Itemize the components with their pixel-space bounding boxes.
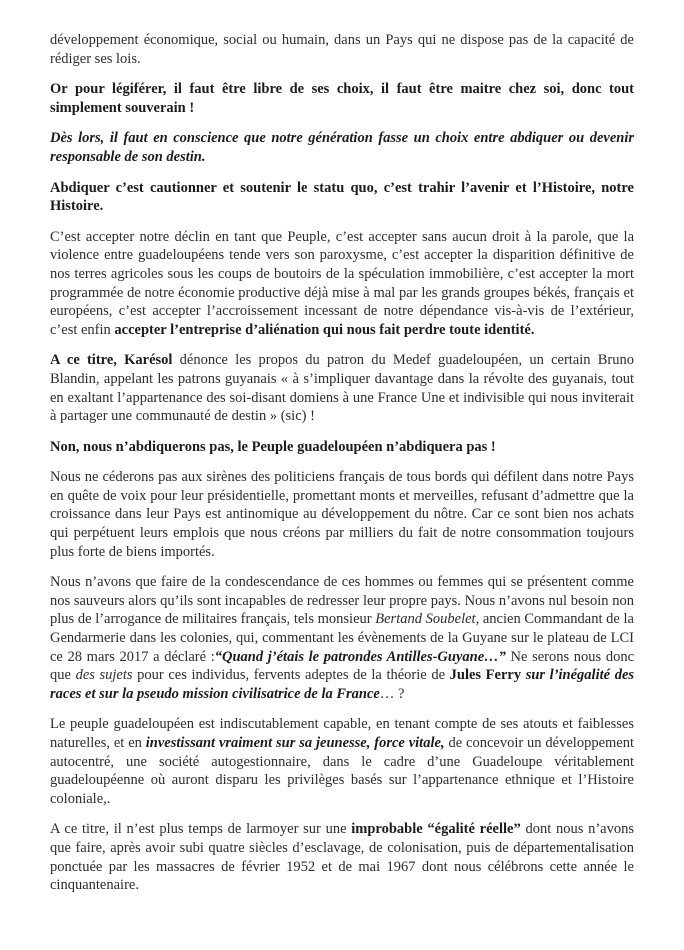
paragraph-2	[50, 80, 634, 117]
text-run: … ?	[379, 685, 405, 702]
paragraph-5	[50, 228, 634, 340]
text-run: A ce titre, il n’est plus temps de larmoyer sur une	[50, 821, 352, 838]
text-run: “Quand j’étais le patrondes Antilles-Guyane…”	[214, 648, 506, 665]
paragraph-6	[50, 351, 634, 425]
text-run: improbable “égalité réelle”	[351, 821, 521, 838]
text-run: dont nous n’avons que faire, après avoir subi quatre siècles d’esclavage, de colonisation, puis de départementalisation ponctuée par les massacres de février 1952 et de mai 1967 dont nous célébrons cette année le cinquantenaire.	[50, 821, 634, 894]
text-run: accepter l’entreprise d’aliénation qui nous fait perdre toute identité.	[114, 321, 535, 338]
text-run: , ancien Commandant de la Gendarmerie dans les colonies, qui, commentant les évènements de la Guyane sur le plateau de LCI ce 28 mars 2017 a déclaré :	[50, 611, 634, 665]
text-run: A ce titre, Karésol	[50, 352, 173, 369]
text-run: pour ces individus, fervents adeptes de la théorie de	[132, 667, 450, 684]
article-body	[50, 31, 634, 895]
text-run: C’est accepter notre déclin en tant que Peuple, c’est accepter sans aucun droit à la parole, que la violence entre guadeloupéens tende vers son paroxysme, c’est accepter la disparition définitive de nos terres agricoles sous les coups de boutoirs de la spéculation immobilière, c’est accepter la mort programmée de notre économie productive déjà mise à mal par les grands groupes békés, français et européens, c’est accepter l’accroissement incessant de notre dépendance vis-à-vis de l’extérieur, c’est enfin	[50, 228, 634, 338]
paragraph-9	[50, 573, 634, 703]
text-run: Nous n’avons que faire de la condescendance de ces hommes ou femmes qui se présentent comme nos sauveurs alors qu’ils sont incapables de redresser leur propre pays. Nous n’avons nul besoin non plus de l’arrogance de militaires français, tels monsieur	[50, 574, 634, 628]
paragraph-4	[50, 179, 634, 216]
text-run: Non, nous n’abdiquerons pas, le Peuple guadeloupéen n’abdiquera pas !	[50, 438, 496, 455]
text-run: développement économique, social ou humain, dans un Pays qui ne dispose pas de la capacité de rédiger ses lois.	[50, 32, 634, 67]
paragraph-3	[50, 129, 634, 166]
text-run: Abdiquer c’est cautionner et soutenir le statu quo, c’est trahir l’avenir et l’Histoire, notre Histoire.	[50, 179, 634, 215]
text-run: de concevoir un développement autocentré, une société autogestionnaire, dans le cadre d’une Guadeloupe véritablement guadeloupéenne où auront disparu les privilèges basés sur l’appartenance ethnique et l’Histoire coloniale,.	[50, 735, 635, 807]
text-run: Nous ne céderons pas aux sirènes des politiciens français de tous bords qui défilent dans notre Pays en quête de voix pour leur présidentielle, promettant monts et merveilles, refusant d’admettre que la croissance dans leur Pays est antinomique au développement du nôtre. Car ce sont bien nos achats qui perpétuent leurs emplois que nous créons par milliers du fait de notre consommation toujours plus forte de biens importés.	[50, 469, 634, 560]
text-run: Jules Ferry	[449, 667, 522, 684]
paragraph-7	[50, 438, 634, 457]
paragraph-1	[50, 31, 634, 68]
text-run: Or pour légiférer, il faut être libre de ses choix, il faut être maitre chez soi, donc tout simplement souverain !	[50, 81, 634, 116]
text-run: Bertand Soubelet	[375, 611, 476, 628]
text-run: Ne serons nous donc que	[50, 648, 635, 684]
text-run: Dès lors, il faut en conscience que notre génération fasse un choix entre abdiquer ou devenir responsable de son destin.	[50, 130, 634, 165]
paragraph-10	[50, 715, 634, 808]
text-run: investissant vraiment sur sa jeunesse, force vitale,	[145, 735, 445, 751]
text-run: Le peuple guadeloupéen est indiscutablement capable, en tenant compte de ses atouts et faiblesses naturelles, et en	[50, 716, 634, 751]
paragraph-11	[50, 820, 634, 894]
text-run: sur l’inégalité des races et sur la pseudo mission civilisatrice de la France	[50, 667, 635, 702]
paragraph-8	[50, 468, 634, 561]
text-run: des sujets	[75, 667, 133, 684]
text-run: dénonce les propos du patron du Medef guadeloupéen, un certain Bruno Blandin, appelant les patrons guyanais « à s’impliquer davantage dans la révolte des guyanais, tout en exaltant l’appartenance des soi-disant domiens à une France Une et indivisible qui nous inviterait à partager une communauté de destin » (sic) !	[50, 352, 634, 425]
